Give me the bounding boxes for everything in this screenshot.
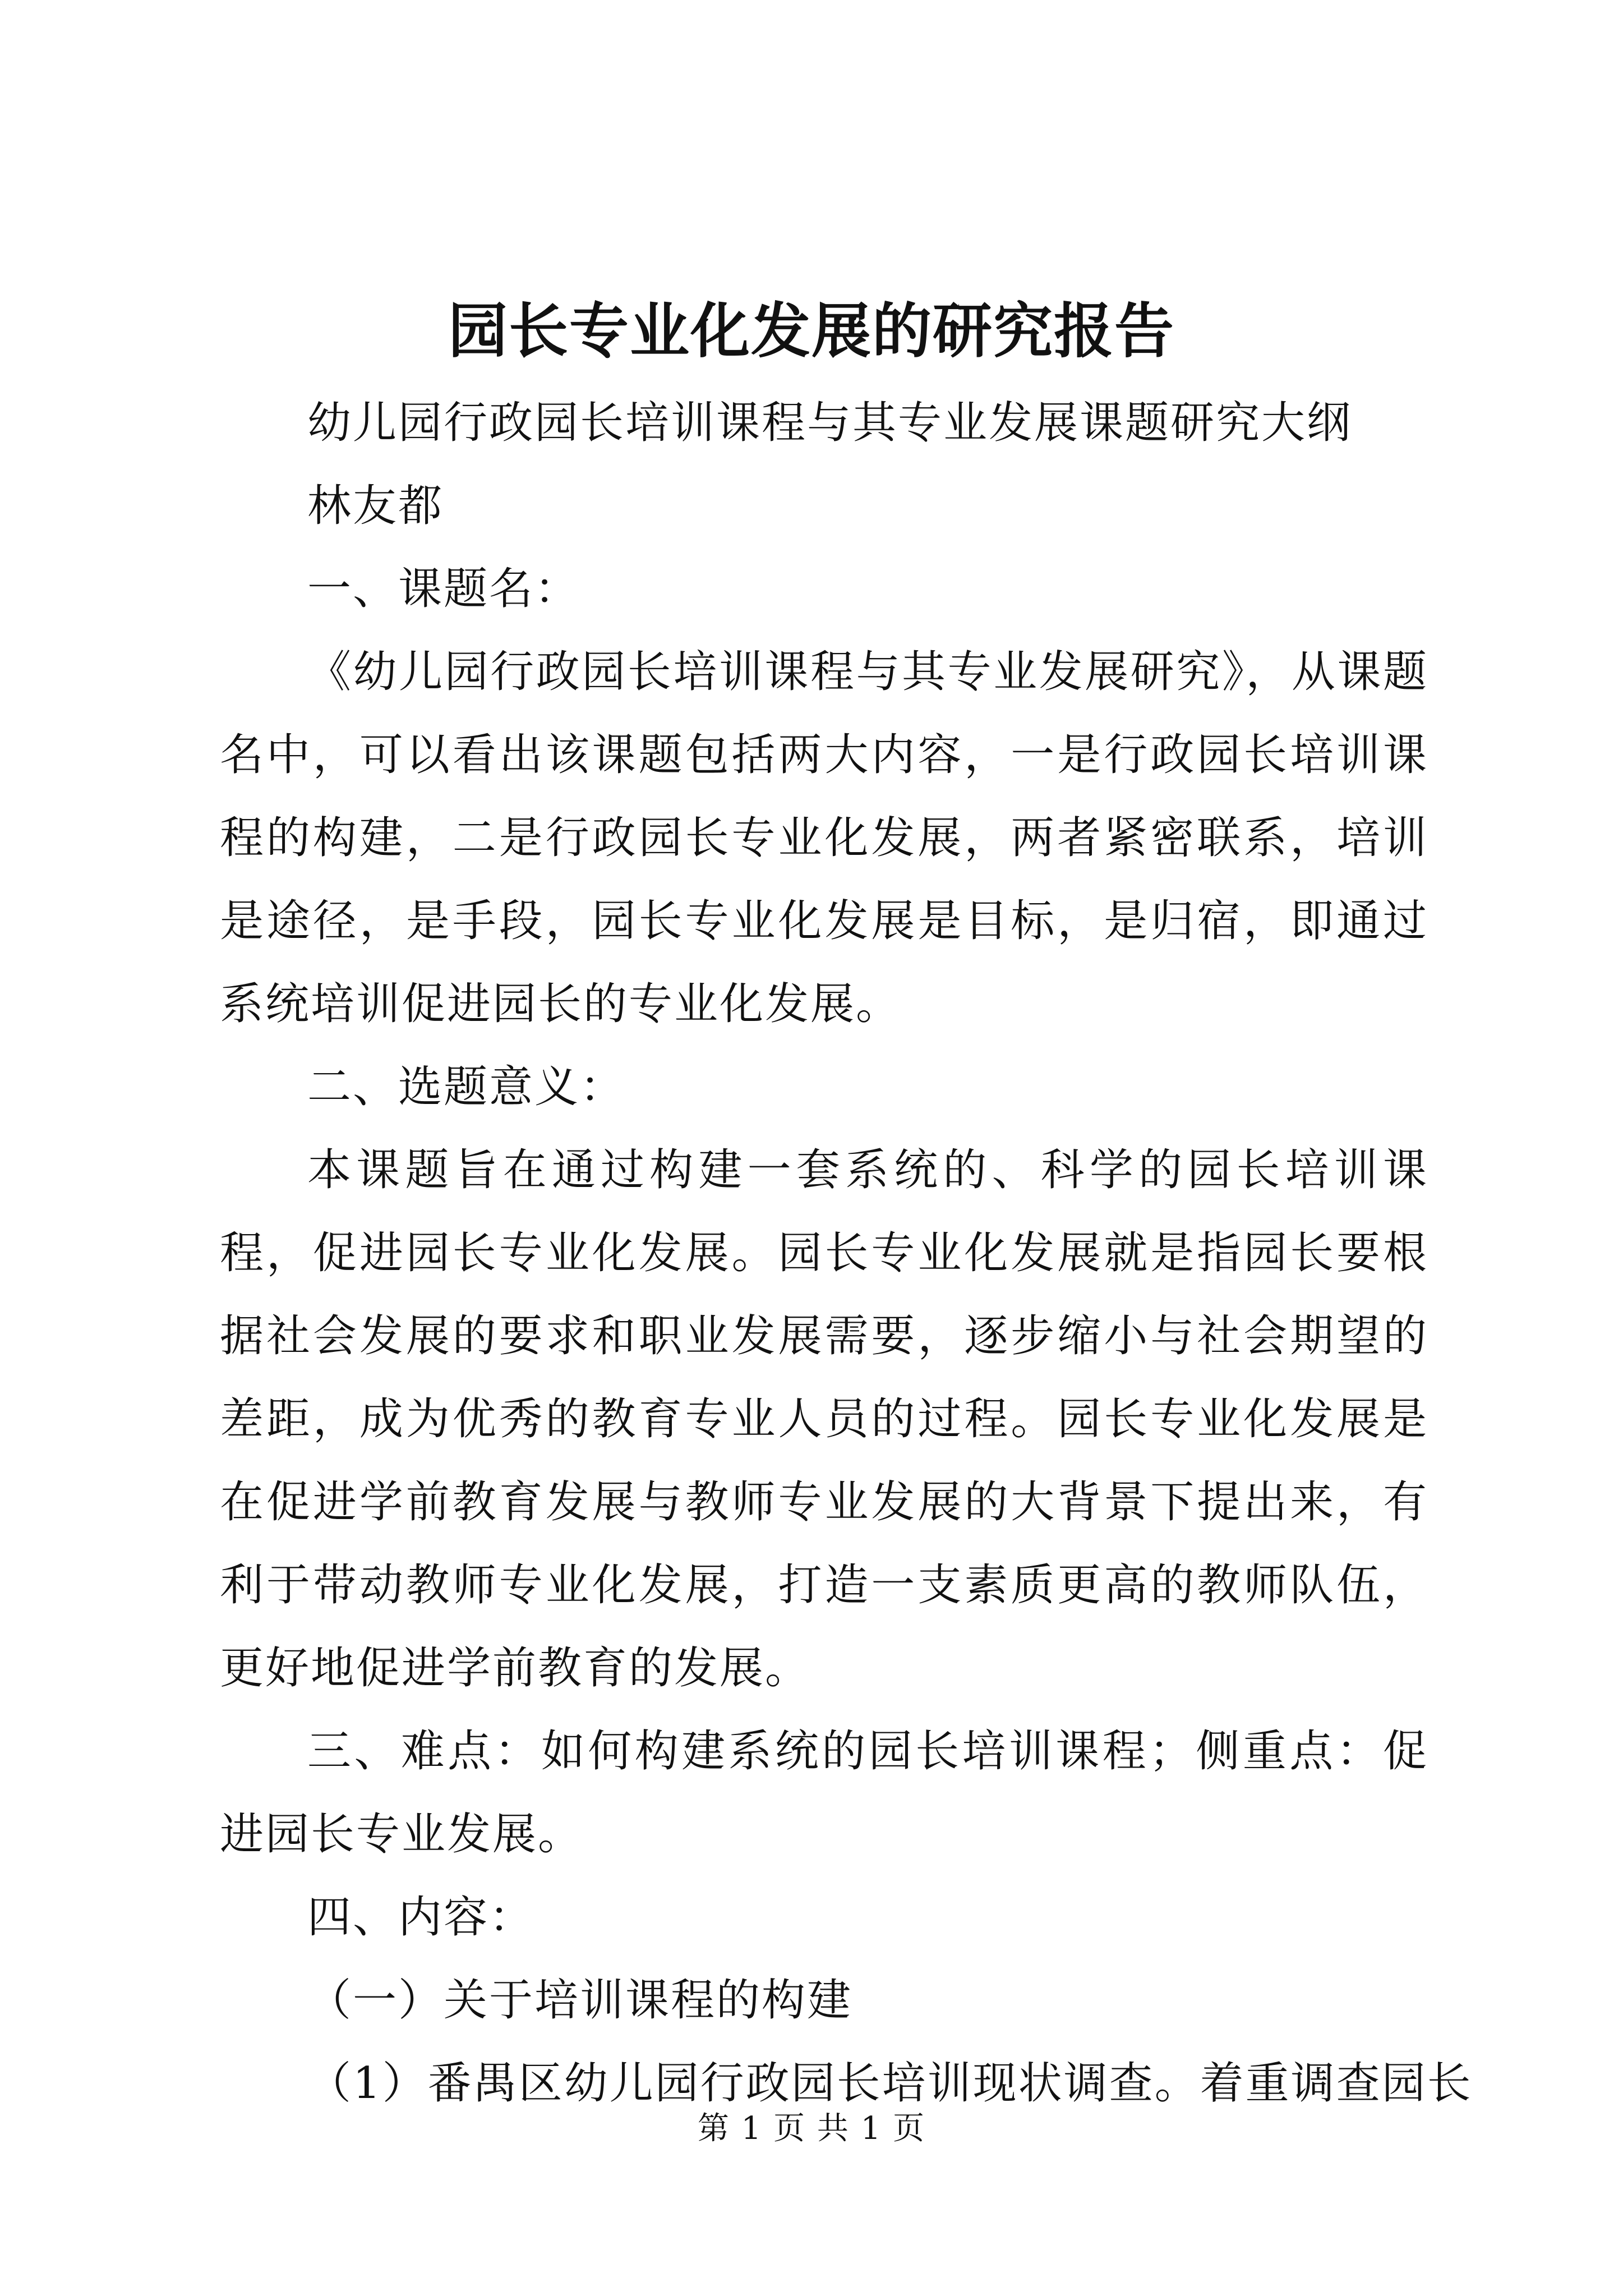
document-subtitle: 幼儿园行政园长培训课程与其专业发展课题研究大纲	[307, 398, 1353, 448]
section-body-3: 三、难点：如何构建系统的园长培训课程；侧重点：促进园长专业发展。	[220, 1726, 1428, 1860]
section-heading-2: 二、选题意义：	[307, 1062, 626, 1112]
document-body	[220, 381, 1473, 2125]
section-body-2: 本课题旨在通过构建一套系统的、科学的园长培训课程，促进园长专业化发展。园长专业化发展就是指园长要根据社会发展的要求和职业发展需要，逐步缩小与社会期望的差距，成为优秀的教育专业人员的过程。园长专业化发展是在促进学前教育发展与教师专业发展的大背景下提出来，有利于带动教师专业化发展，打造一支素质更高的教师队伍，更好地促进学前教育的发展。	[220, 1145, 1428, 1694]
document-title: 园长专业化发展的研究报告	[448, 296, 1175, 366]
page-footer: 第 1 页 共 1 页	[697, 2110, 926, 2147]
section-heading-1: 一、课题名：	[307, 564, 580, 614]
list-item-1: （1）番禺区幼儿园行政园长培训现状调查。着重调查园长	[307, 2058, 1473, 2109]
section-heading-4: 四、内容：	[307, 1892, 535, 1943]
document-author: 林友都	[307, 481, 444, 531]
section-body-1: 《幼儿园行政园长培训课程与其专业发展研究》，从课题名中，可以看出该课题包括两大内容，一是行政园长培训课程的构建，二是行政园长专业化发展，两者紧密联系，培训是途径，是手段，园长专业化发展是目标，是归宿，即通过系统培训促进园长的专业化发展。	[220, 647, 1428, 1029]
subsection-heading-1: （一）关于培训课程的构建	[307, 1975, 853, 2026]
